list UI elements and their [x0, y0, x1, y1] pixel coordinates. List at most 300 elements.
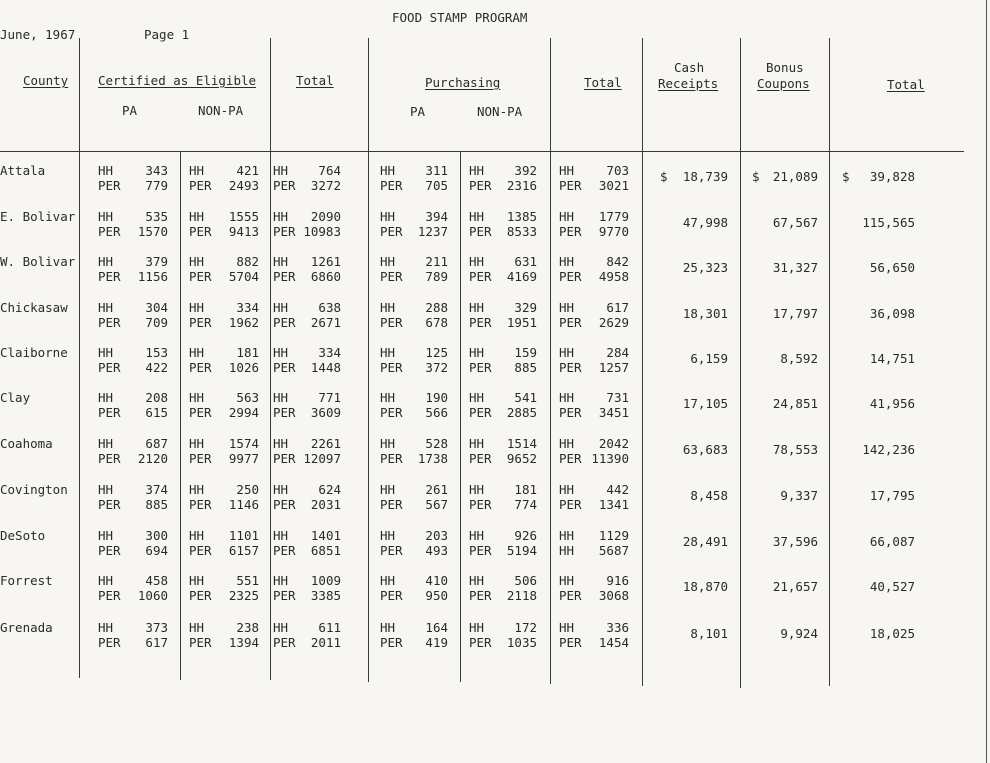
- cert-nonpa-hh-value: 1555: [228, 209, 259, 224]
- cert-nonpa-hh-label: HH: [189, 482, 205, 497]
- pur-total-hh-label: HH: [559, 436, 575, 451]
- pur-pa-per-label: PER: [380, 178, 403, 193]
- cert-pa-per-value: 1156: [137, 269, 168, 284]
- cert-pa-per-label: PER: [98, 224, 121, 239]
- cert-nonpa-per-label: PER: [189, 405, 212, 420]
- pur-total-hh-label: HH: [559, 390, 575, 405]
- cert-nonpa-per-label: PER: [189, 451, 212, 466]
- pur-nonpa-hh-label: HH: [469, 436, 485, 451]
- cert-total-per-label: PER: [273, 635, 296, 650]
- cash-receipts-value: 18,870: [682, 579, 728, 594]
- pur-total-cell: [559, 436, 629, 470]
- cert-nonpa-hh-value: 334: [236, 300, 259, 315]
- county-name: E. Bolivar: [0, 209, 76, 224]
- pur-nonpa-hh-value: 631: [514, 254, 537, 269]
- pur-total-cell: [559, 573, 629, 607]
- bonus-coupons-value: 9,924: [780, 626, 818, 641]
- cert-nonpa-hh-label: HH: [189, 254, 205, 269]
- cert-nonpa-hh-value: 238: [236, 620, 259, 635]
- cert-nonpa-hh-value: 421: [236, 163, 259, 178]
- cert-nonpa-hh-label: HH: [189, 528, 205, 543]
- cert-total-hh-label: HH: [273, 620, 289, 635]
- cert-total-per-value: 2011: [310, 635, 341, 650]
- cert-total-hh-label: HH: [273, 254, 289, 269]
- cert-pa-per-value: 2120: [137, 451, 168, 466]
- pur-nonpa-cell: [469, 620, 537, 654]
- pur-pa-cell: [380, 254, 448, 288]
- pur-total-hh-label: HH: [559, 528, 575, 543]
- cash-receipts-value: 17,105: [682, 396, 728, 411]
- pur-pa-hh-value: 410: [425, 573, 448, 588]
- table-row: [0, 345, 990, 383]
- cert-total-hh-value: 611: [318, 620, 341, 635]
- pur-pa-hh-value: 528: [425, 436, 448, 451]
- pur-pa-hh-label: HH: [380, 482, 396, 497]
- pur-total-per-value: 2629: [598, 315, 629, 330]
- cert-total-per-label: PER: [273, 269, 296, 284]
- pur-nonpa-per-label: PER: [469, 224, 492, 239]
- cert-pa-per-value: 1060: [137, 588, 168, 603]
- bonus-coupons-value: 24,851: [772, 396, 818, 411]
- cert-nonpa-hh-label: HH: [189, 390, 205, 405]
- cert-nonpa-hh-value: 563: [236, 390, 259, 405]
- pur-pa-hh-label: HH: [380, 209, 396, 224]
- county-name: Coahoma: [0, 436, 53, 451]
- header-cash-line2: Receipts: [658, 76, 719, 91]
- cert-nonpa-cell: [189, 209, 259, 243]
- pur-total-hh-label: HH: [559, 620, 575, 635]
- pur-nonpa-hh-value: 926: [514, 528, 537, 543]
- grand-total-value: 66,087: [869, 534, 915, 549]
- bonus-coupons-value: 31,327: [772, 260, 818, 275]
- pur-pa-hh-label: HH: [380, 528, 396, 543]
- cert-nonpa-cell: [189, 163, 259, 197]
- cert-nonpa-cell: [189, 482, 259, 516]
- pur-pa-per-label: PER: [380, 224, 403, 239]
- pur-pa-hh-value: 288: [425, 300, 448, 315]
- cert-pa-cell: [98, 482, 168, 516]
- pur-nonpa-hh-value: 392: [514, 163, 537, 178]
- cert-pa-hh-label: HH: [98, 528, 114, 543]
- pur-pa-cell: [380, 528, 448, 562]
- cert-pa-per-label: PER: [98, 360, 121, 375]
- bonus-coupons-value: 17,797: [772, 306, 818, 321]
- pur-total-per-label: PER: [559, 224, 582, 239]
- subheader-pur-nonpa: NON-PA: [477, 104, 523, 119]
- county-name: Grenada: [0, 620, 53, 635]
- cert-pa-cell: [98, 300, 168, 334]
- pur-nonpa-per-value: 2316: [506, 178, 537, 193]
- pur-pa-cell: [380, 209, 448, 243]
- county-name: W. Bolivar: [0, 254, 76, 269]
- table-row: [0, 209, 990, 247]
- cert-total-per-value: 12097: [303, 451, 341, 466]
- cert-total-cell: [273, 163, 341, 197]
- cert-nonpa-per-value: 2325: [228, 588, 259, 603]
- pur-nonpa-hh-label: HH: [469, 528, 485, 543]
- pur-nonpa-hh-label: HH: [469, 300, 485, 315]
- cert-nonpa-per-value: 2493: [228, 178, 259, 193]
- pur-total-hh-label: HH: [559, 163, 575, 178]
- cert-total-cell: [273, 436, 341, 470]
- cash-receipts-value: 8,458: [690, 488, 728, 503]
- pur-pa-hh-label: HH: [380, 390, 396, 405]
- cert-pa-per-label: PER: [98, 315, 121, 330]
- cert-total-hh-label: HH: [273, 528, 289, 543]
- pur-pa-hh-label: HH: [380, 436, 396, 451]
- cert-total-per-label: PER: [273, 360, 296, 375]
- cert-nonpa-hh-value: 882: [236, 254, 259, 269]
- cert-pa-per-value: 885: [145, 497, 168, 512]
- pur-pa-hh-label: HH: [380, 620, 396, 635]
- cert-total-cell: [273, 300, 341, 334]
- grand-total-value: 17,795: [869, 488, 915, 503]
- cash-receipts-value: 18,739: [682, 169, 728, 184]
- pur-total-cell: [559, 163, 629, 197]
- pur-pa-per-value: 372: [425, 360, 448, 375]
- pur-pa-per-value: 950: [425, 588, 448, 603]
- pur-pa-hh-value: 394: [425, 209, 448, 224]
- cert-total-hh-label: HH: [273, 573, 289, 588]
- pur-total-per-label: PER: [559, 269, 582, 284]
- pur-total-cell: [559, 620, 629, 654]
- pur-nonpa-cell: [469, 390, 537, 424]
- cash-receipts-value: 25,323: [682, 260, 728, 275]
- cert-nonpa-per-value: 1026: [228, 360, 259, 375]
- pur-pa-per-value: 493: [425, 543, 448, 558]
- cert-nonpa-hh-label: HH: [189, 209, 205, 224]
- cert-total-per-label: PER: [273, 315, 296, 330]
- pur-total-per-value: 1341: [598, 497, 629, 512]
- cert-total-hh-label: HH: [273, 163, 289, 178]
- cert-pa-hh-value: 343: [145, 163, 168, 178]
- pur-total-per-value: 3068: [598, 588, 629, 603]
- cert-nonpa-cell: [189, 254, 259, 288]
- pur-total-hh-value: 731: [606, 390, 629, 405]
- cert-nonpa-per-label: PER: [189, 635, 212, 650]
- pur-nonpa-cell: [469, 345, 537, 379]
- cert-nonpa-per-label: PER: [189, 543, 212, 558]
- cash-receipts-value: 63,683: [682, 442, 728, 457]
- cert-total-per-value: 1448: [310, 360, 341, 375]
- pur-pa-per-label: PER: [380, 451, 403, 466]
- pur-pa-per-label: PER: [380, 543, 403, 558]
- pur-nonpa-per-value: 774: [514, 497, 537, 512]
- header-purchasing: Purchasing: [425, 75, 501, 90]
- pur-nonpa-per-label: PER: [469, 269, 492, 284]
- total-currency: $: [842, 169, 850, 184]
- header-certified-eligible: Certified as Eligible: [98, 73, 257, 88]
- cert-pa-hh-value: 208: [145, 390, 168, 405]
- pur-nonpa-cell: [469, 573, 537, 607]
- cert-pa-per-label: PER: [98, 451, 121, 466]
- pur-nonpa-per-label: PER: [469, 405, 492, 420]
- pur-total-cell: [559, 528, 629, 562]
- cert-pa-cell: [98, 163, 168, 197]
- county-name: Claiborne: [0, 345, 68, 360]
- report-date: June, 1967: [0, 27, 76, 42]
- pur-total-per-label: PER: [559, 497, 582, 512]
- pur-nonpa-per-value: 1951: [506, 315, 537, 330]
- pur-pa-cell: [380, 436, 448, 470]
- pur-total-cell: [559, 345, 629, 379]
- cert-nonpa-hh-value: 250: [236, 482, 259, 497]
- pur-total-hh-label: HH: [559, 209, 575, 224]
- pur-total-per-label: PER: [559, 588, 582, 603]
- grand-total-value: 39,828: [869, 169, 915, 184]
- cert-total-per-label: PER: [273, 224, 296, 239]
- cert-nonpa-cell: [189, 528, 259, 562]
- cert-total-hh-value: 1401: [310, 528, 341, 543]
- page-title: FOOD STAMP PROGRAM: [392, 10, 528, 25]
- county-name: Clay: [0, 390, 31, 405]
- cert-pa-cell: [98, 209, 168, 243]
- header-certified-total: Total: [296, 73, 334, 88]
- pur-pa-cell: [380, 620, 448, 654]
- pur-nonpa-per-value: 8533: [506, 224, 537, 239]
- cert-nonpa-per-label: PER: [189, 315, 212, 330]
- pur-pa-per-label: PER: [380, 360, 403, 375]
- cert-pa-hh-value: 687: [145, 436, 168, 451]
- table-row: [0, 528, 990, 566]
- pur-nonpa-hh-value: 329: [514, 300, 537, 315]
- pur-pa-cell: [380, 390, 448, 424]
- header-bonus-line2: Coupons: [757, 76, 810, 91]
- table-row: [0, 620, 990, 658]
- pur-total-per-value: 1454: [598, 635, 629, 650]
- county-name: DeSoto: [0, 528, 46, 543]
- cert-nonpa-per-label: PER: [189, 178, 212, 193]
- pur-pa-per-label: PER: [380, 315, 403, 330]
- bonus-coupons-value: 9,337: [780, 488, 818, 503]
- cert-nonpa-per-label: PER: [189, 497, 212, 512]
- pur-nonpa-hh-label: HH: [469, 482, 485, 497]
- cert-pa-hh-label: HH: [98, 390, 114, 405]
- pur-nonpa-per-label: PER: [469, 360, 492, 375]
- cert-pa-cell: [98, 436, 168, 470]
- cert-total-per-value: 3272: [310, 178, 341, 193]
- header-purchasing-total: Total: [584, 75, 622, 90]
- cert-pa-hh-label: HH: [98, 620, 114, 635]
- header-cash-line1: Cash: [674, 60, 705, 75]
- pur-pa-per-value: 678: [425, 315, 448, 330]
- pur-total-hh-label: HH: [559, 300, 575, 315]
- cert-total-hh-value: 624: [318, 482, 341, 497]
- pur-pa-hh-label: HH: [380, 254, 396, 269]
- pur-pa-per-label: PER: [380, 269, 403, 284]
- cert-pa-hh-label: HH: [98, 345, 114, 360]
- cert-total-cell: [273, 482, 341, 516]
- cert-nonpa-cell: [189, 300, 259, 334]
- cert-total-hh-value: 2090: [310, 209, 341, 224]
- county-name: Attala: [0, 163, 46, 178]
- cert-total-per-value: 6860: [310, 269, 341, 284]
- cert-pa-cell: [98, 254, 168, 288]
- pur-pa-cell: [380, 300, 448, 334]
- pur-total-hh-value: 1129: [598, 528, 629, 543]
- cert-total-per-value: 3609: [310, 405, 341, 420]
- grand-total-value: 36,098: [869, 306, 915, 321]
- pur-nonpa-hh-label: HH: [469, 620, 485, 635]
- cert-nonpa-hh-label: HH: [189, 573, 205, 588]
- subheader-cert-nonpa: NON-PA: [198, 103, 244, 118]
- pur-pa-cell: [380, 345, 448, 379]
- cert-total-hh-value: 764: [318, 163, 341, 178]
- grand-total-value: 40,527: [869, 579, 915, 594]
- cert-total-hh-label: HH: [273, 345, 289, 360]
- pur-total-hh-value: 2042: [598, 436, 629, 451]
- pur-total-per-label: PER: [559, 360, 582, 375]
- pur-nonpa-hh-value: 506: [514, 573, 537, 588]
- pur-total-per-value: 9770: [598, 224, 629, 239]
- page-number: Page 1: [144, 27, 190, 42]
- cert-total-per-value: 3385: [310, 588, 341, 603]
- pur-total-per-value: 3021: [598, 178, 629, 193]
- pur-nonpa-per-value: 4169: [506, 269, 537, 284]
- pur-total-per-label: PER: [559, 315, 582, 330]
- pur-total-cell: [559, 209, 629, 243]
- pur-nonpa-cell: [469, 254, 537, 288]
- pur-total-cell: [559, 390, 629, 424]
- pur-nonpa-cell: [469, 163, 537, 197]
- cert-nonpa-cell: [189, 390, 259, 424]
- pur-total-hh-value: 617: [606, 300, 629, 315]
- pur-pa-hh-value: 190: [425, 390, 448, 405]
- cert-pa-per-value: 779: [145, 178, 168, 193]
- pur-pa-hh-value: 261: [425, 482, 448, 497]
- cert-nonpa-hh-label: HH: [189, 300, 205, 315]
- pur-total-hh-label: HH: [559, 254, 575, 269]
- pur-total-per-value: 4958: [598, 269, 629, 284]
- grand-total-value: 18,025: [869, 626, 915, 641]
- cert-nonpa-hh-label: HH: [189, 163, 205, 178]
- cert-total-per-label: PER: [273, 543, 296, 558]
- cert-nonpa-per-value: 1394: [228, 635, 259, 650]
- pur-nonpa-per-value: 2885: [506, 405, 537, 420]
- cert-nonpa-cell: [189, 573, 259, 607]
- pur-nonpa-cell: [469, 209, 537, 243]
- cert-total-per-label: PER: [273, 178, 296, 193]
- cert-pa-hh-label: HH: [98, 300, 114, 315]
- cert-total-hh-label: HH: [273, 209, 289, 224]
- cert-nonpa-cell: [189, 436, 259, 470]
- cert-pa-cell: [98, 620, 168, 654]
- cert-total-hh-value: 2261: [310, 436, 341, 451]
- pur-nonpa-per-label: PER: [469, 451, 492, 466]
- pur-pa-per-value: 705: [425, 178, 448, 193]
- bonus-currency: $: [752, 169, 760, 184]
- pur-pa-per-label: PER: [380, 497, 403, 512]
- pur-nonpa-cell: [469, 300, 537, 334]
- table-row: [0, 390, 990, 428]
- cert-pa-hh-label: HH: [98, 573, 114, 588]
- cert-pa-per-label: PER: [98, 178, 121, 193]
- cash-receipts-value: 47,998: [682, 215, 728, 230]
- header-county: County: [23, 73, 69, 88]
- pur-nonpa-hh-label: HH: [469, 254, 485, 269]
- cert-nonpa-per-value: 2994: [228, 405, 259, 420]
- cert-pa-hh-value: 300: [145, 528, 168, 543]
- cert-pa-per-label: PER: [98, 497, 121, 512]
- cert-nonpa-per-value: 1146: [228, 497, 259, 512]
- cert-total-hh-value: 334: [318, 345, 341, 360]
- pur-total-cell: [559, 482, 629, 516]
- table-row: [0, 300, 990, 338]
- pur-pa-hh-value: 203: [425, 528, 448, 543]
- cert-total-per-value: 10983: [303, 224, 341, 239]
- cert-pa-hh-label: HH: [98, 163, 114, 178]
- cash-receipts-value: 6,159: [690, 351, 728, 366]
- cert-total-cell: [273, 390, 341, 424]
- pur-pa-per-value: 567: [425, 497, 448, 512]
- pur-total-per-value: 1257: [598, 360, 629, 375]
- table-row: [0, 254, 990, 292]
- pur-total-hh-label: HH: [559, 482, 575, 497]
- cert-nonpa-per-label: PER: [189, 269, 212, 284]
- county-name: Forrest: [0, 573, 53, 588]
- bonus-coupons-value: 8,592: [780, 351, 818, 366]
- header-bonus-line1: Bonus: [766, 60, 804, 75]
- cert-pa-per-value: 422: [145, 360, 168, 375]
- cert-nonpa-cell: [189, 620, 259, 654]
- cert-total-per-value: 2031: [310, 497, 341, 512]
- cert-pa-hh-value: 374: [145, 482, 168, 497]
- pur-total-per-label: PER: [559, 178, 582, 193]
- pur-nonpa-hh-value: 541: [514, 390, 537, 405]
- county-name: Chickasaw: [0, 300, 68, 315]
- cert-pa-per-label: PER: [98, 269, 121, 284]
- cert-pa-hh-value: 153: [145, 345, 168, 360]
- cert-pa-hh-value: 458: [145, 573, 168, 588]
- cert-nonpa-per-value: 6157: [228, 543, 259, 558]
- table-row: [0, 163, 990, 201]
- pur-pa-hh-value: 125: [425, 345, 448, 360]
- pur-pa-per-value: 1237: [417, 224, 448, 239]
- cert-pa-per-value: 694: [145, 543, 168, 558]
- cert-pa-per-value: 617: [145, 635, 168, 650]
- pur-total-hh-value: 1779: [598, 209, 629, 224]
- cert-total-per-value: 2671: [310, 315, 341, 330]
- pur-nonpa-per-value: 1035: [506, 635, 537, 650]
- county-name: Covington: [0, 482, 68, 497]
- pur-nonpa-cell: [469, 436, 537, 470]
- pur-nonpa-per-value: 885: [514, 360, 537, 375]
- pur-nonpa-per-label: PER: [469, 588, 492, 603]
- cert-pa-cell: [98, 390, 168, 424]
- pur-total-per-label: HH: [559, 543, 575, 558]
- cert-total-hh-label: HH: [273, 390, 289, 405]
- cert-total-hh-label: HH: [273, 300, 289, 315]
- cert-pa-per-value: 615: [145, 405, 168, 420]
- pur-pa-hh-label: HH: [380, 163, 396, 178]
- cert-pa-cell: [98, 528, 168, 562]
- pur-total-hh-value: 916: [606, 573, 629, 588]
- pur-total-per-label: PER: [559, 451, 582, 466]
- cert-pa-hh-label: HH: [98, 209, 114, 224]
- cert-nonpa-per-value: 1962: [228, 315, 259, 330]
- pur-pa-cell: [380, 163, 448, 197]
- pur-nonpa-per-value: 5194: [506, 543, 537, 558]
- pur-nonpa-cell: [469, 528, 537, 562]
- pur-nonpa-per-value: 2118: [506, 588, 537, 603]
- pur-total-hh-label: HH: [559, 345, 575, 360]
- cert-pa-per-label: PER: [98, 635, 121, 650]
- pur-nonpa-cell: [469, 482, 537, 516]
- pur-pa-per-value: 566: [425, 405, 448, 420]
- bonus-coupons-value: 67,567: [772, 215, 818, 230]
- pur-total-per-value: 11390: [591, 451, 629, 466]
- subheader-cert-pa: PA: [122, 103, 138, 118]
